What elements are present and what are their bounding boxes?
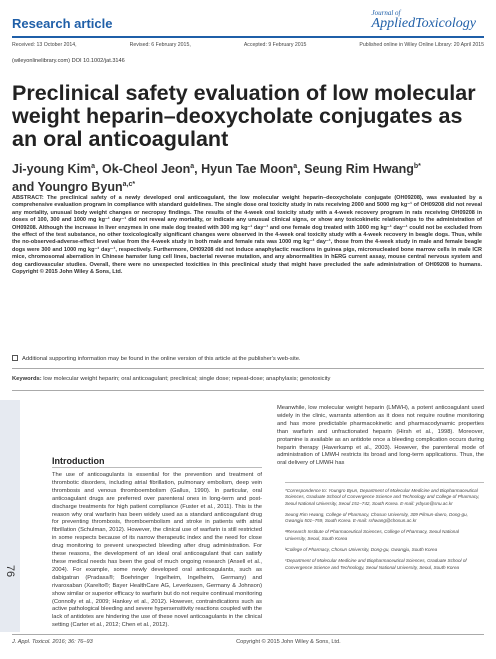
supplementary-note [12, 355, 482, 362]
page-number: 76 [4, 564, 16, 578]
keywords-label: Keywords: [12, 376, 42, 382]
section-heading-introduction: Introduction [52, 456, 105, 466]
intro-left-column: The use of anticoagulants is essential for the prevention and treatment of thrombotic disorders, including atrial fibrillation, pulmonary embolism, deep vein thrombosis and venous thromboembolism (Gallus, 1990). In particular, oral anticoagulant drugs are preferred over parenteral ones in long-term and post-discharge treatments for high patient compliance (Fuster et al., 2011). This is the reason why oral warfarin has been widely used as a standard anticoagulant drug for preventing thrombosis, thromboembolism and stroke in patients with atrial fibrillation (Schulman, 2012). However, the clinical use of warfarin is still restricted in some respects because of its narrow therapeutic index and the need for close drug monitoring to prevent unexpected bleeding after drug administration. For these reasons, the development of an ideal oral anticoagulant that can satisfy these medical needs has been the goal of much ongoing research (Ansell et al., 2004). For example, some newly developed oral anticoagulants, such as dabigatran (Pradaxa®; Boehringer Ingelheim, Ingelheim, Germany) and rivaroxaban (Xarelto®; Bayer HealthCare AG, Leverkusen, Germany & Johnson) show similar or superior efficacy to warfarin but do not require continual monitoring (Connolly et al., 2009; Hankey et al., 2012). However, contraindications such as active pathological bleeding and severe hypersensitivity reactions coupled with the lack of antidotes are hindering the use of these novel anticoagulants in the clinical setting (Carter et al., 2012; Chen et al., 2012). [52, 472, 262, 629]
divider [12, 368, 484, 369]
section-label: Research article [12, 16, 113, 31]
date-accepted: Accepted: 9 February 2015 [243, 42, 307, 48]
keywords [12, 376, 482, 382]
journal-logo [372, 9, 476, 31]
divider [12, 390, 484, 391]
author-name: Hyun Tae Moon [201, 162, 294, 177]
date-received: Received: 13 October 2014, [12, 42, 77, 48]
affiliation-note: ᵃResearch Institute of Pharmaceutical Sciences, College of Pharmacy, Seoul National University, Seoul, South Korea [285, 529, 459, 541]
author-name: Ji-young Kim [12, 162, 92, 177]
author-affiliation: a [91, 163, 96, 170]
supplementary-icon [12, 355, 18, 361]
author-list: Ji-young Kim$^a$, Ok-Cheol Jeon$^a$, Hyun Tae Moon$^a$, Seung Rim Hwang$^{b*}$ and Youngro Byun$^{a,c*}$ [12, 162, 421, 195]
date-published: Published online in Wiley Online Library: 20 April 2015 [359, 42, 484, 48]
copyright: Copyright © 2015 John Wiley & Sons, Ltd. [236, 639, 341, 645]
author-affiliation: a [190, 163, 195, 170]
footer-divider [12, 634, 484, 635]
supplementary-text: Additional supporting information may be found in the online version of this article at the publisher's web-site. [22, 356, 301, 362]
divider [285, 482, 484, 483]
affiliation-note: ᶜDepartment of Molecular Medicine and Biopharmaceutical Sciences, Graduate School of Convergence Science and Technology, Seoul National University, Seoul, South Korea [285, 558, 467, 570]
page-side-bar [0, 400, 20, 632]
author-name: Youngro Byun [37, 180, 123, 195]
author-affiliation: a,c* [122, 181, 136, 189]
correspondence-note: *Correspondence to: Youngro Byun, Department of Molecular Medicine and Biopharmaceutical Sciences, Graduate School of Convergence Science and Technology and College of Pharmacy, Seoul National University, Seoul 151–742, South Korea. E-mail: yrbyun@snu.ac.kr [285, 488, 480, 506]
author-affiliation: a [293, 163, 298, 170]
journal-prefix: Journal of [371, 9, 401, 17]
article-title: Preclinical safety evaluation of low molecular weight heparin–deoxycholate conjugates as an oral anticoagulant [12, 81, 476, 151]
correspondence-note: Seung Rim Hwang, College of Pharmacy, Chosun University, 309 Pilmun-daero, Dong-gu, Gwangju 501–759, South Korea. E-mail: srhwang@chosun.ac.kr [285, 511, 468, 524]
header-divider [12, 36, 484, 38]
intro-right-column: Meanwhile, low molecular weight heparin (LMWH), a potent anticoagulant used widely in the clinic, warrants attention as it does not require routine monitoring and has more predictable pharmacokinetic and pharmacodynamic properties than warfarin and unfractionated heparin (Hirsh et al., 1998). Moreover, protamine is available as an antidote once a bleeding complication occurs during heparin therapy (Haverkamp et al., 2003). However, the parenteral mode of administration of LMWH restricts its broad and long-term applications. Thus, the oral delivery of LMWH has [277, 405, 484, 467]
page-footer [12, 639, 484, 645]
doi-line[interactable]: (wileyonlinelibrary.com) DOI 10.1002/jat.3146 [12, 58, 125, 64]
journal-name: AppliedToxicology [371, 16, 476, 31]
date-revised: Revised: 6 February 2015, [129, 42, 191, 48]
page-header [0, 0, 496, 44]
author-name: Ok-Cheol Jeon [102, 162, 191, 177]
journal-citation: J. Appl. Toxicol. 2016; 36: 76–93 [12, 639, 93, 645]
author-name: Seung Rim Hwang [304, 162, 414, 177]
abstract: ABSTRACT: The preclinical safety of a newly developed oral anticoagulant, the low molecular weight heparin–deoxycholate conjugate (OH09208), was evaluated by a comprehensive evaluation program in compliance with standard guidelines. The single dose oral toxicity study in rats receiving 2000 and 5000 mg kg⁻¹ of OH09208 did not reveal any mortality, unusual body weight changes or necropsy findings. The results of the 4-week oral toxicity study with a 4-week recovery program in rats receiving OH09208 in doses of 100, 300 and 1000 mg kg⁻¹ day⁻¹ did not reveal any mortality, or indicate any unusual clinical signs, or show any toxicokinetic relationships to the administration of OH09208. Although the increase in liver enzymes in one male dog treated with 300 mg kg⁻¹ day⁻¹ and one female dog treated with 1000 mg kg⁻¹ day⁻¹ could not be excluded from the effect of the test substance, no other toxicologically significant changes were observed in the 4-week oral toxicity study with a 4-week recovery in beagle dogs. Thus, while the no-observed-adverse-effect level value from the 4-week study in both male and female rats was 1000 mg kg⁻¹ day⁻¹, those from the 4-week study in male and female beagle dogs were 300 and 1000 mg kg⁻¹ day⁻¹, respectively. Furthermore, OH09208 did not induce anaphylactic reactions in guinea pigs, micronucleated bone marrow cells in male ICR mice, chromosomal aberration in Chinese hamster lung cell lines, bacterial reverse mutation, and any abnormalities in hERG current assay, mouse central nervous system and dog cardiovascular studies. Overall, there were no unexpected toxicities in this preclinical study that might have precluded the safe administration of OH09208 to humans. Copyright © 2015 John Wiley & Sons, Ltd. [12, 195, 482, 276]
divider [52, 467, 262, 468]
article-dates [12, 42, 484, 48]
correspondence-block [285, 488, 480, 576]
author-affiliation: b* [413, 163, 421, 170]
affiliation-note: ᵇCollege of Pharmacy, Chosun University, Dong-gu, Gwangju, South Korea [285, 547, 438, 553]
keywords-list: low molecular weight heparin; oral anticoagulant; preclinical; single dose; repeat-dose; anaphylaxis; genotoxicity [43, 376, 331, 382]
